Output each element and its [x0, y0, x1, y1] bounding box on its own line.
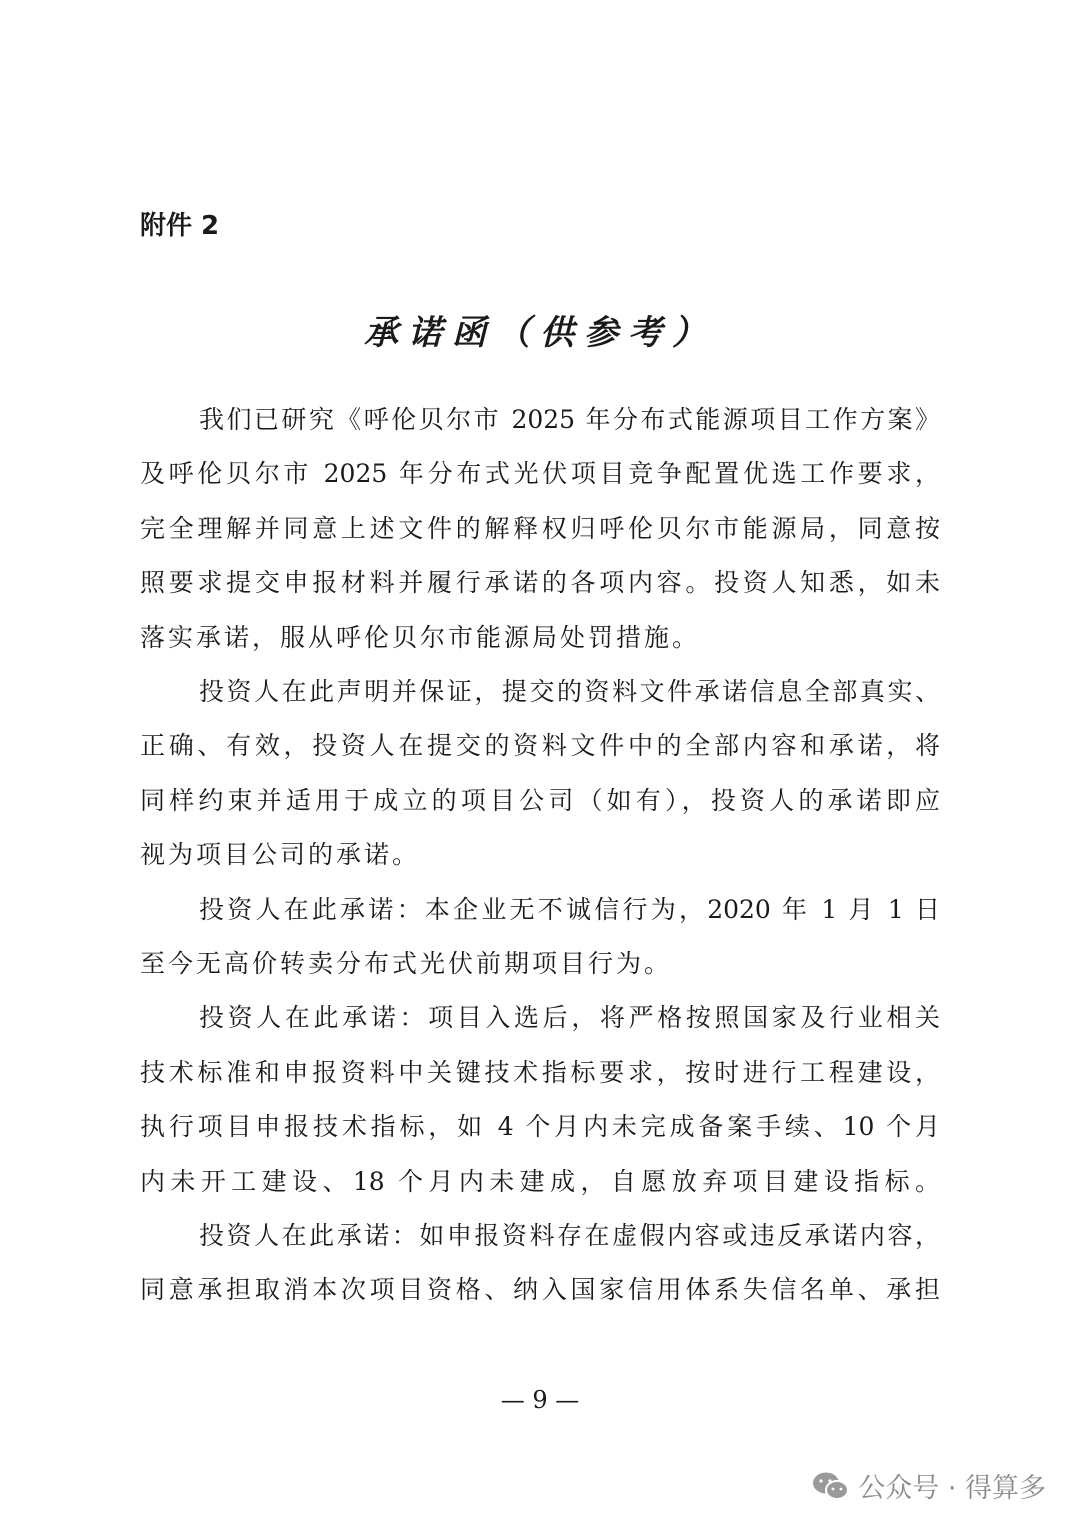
text-line: 正确、有效，投资人在提交的资料文件中的全部内容和承诺，将: [140, 731, 940, 761]
text-line: 内未开工建设、18 个月内未建成，自愿放弃项目建设指标。: [140, 1166, 940, 1196]
page-number: — 9 —: [500, 1386, 580, 1414]
wechat-icon: [812, 1471, 850, 1501]
text-line: 及呼伦贝尔市 2025 年分布式光伏项目竞争配置优选工作要求，: [140, 459, 940, 489]
text-line: 投资人在此承诺：本企业无不诚信行为，2020 年 1 月 1 日: [199, 894, 940, 924]
text-line: 投资人在此声明并保证，提交的资料文件承诺信息全部真实、: [199, 677, 940, 706]
text-line: 完全理解并同意上述文件的解释权归呼伦贝尔市能源局，同意按: [140, 513, 940, 543]
text-line: 同意承担取消本次项目资格、纳入国家信用体系失信名单、承担: [140, 1275, 940, 1305]
watermark: [812, 1466, 1046, 1505]
text-line: 技术标准和申报资料中关键技术指标要求，按时进行工程建设，: [140, 1057, 940, 1087]
text-line: 照要求提交申报材料并履行承诺的各项内容。投资人知悉，如未: [140, 568, 940, 598]
text-line: 落实承诺，服从呼伦贝尔市能源局处罚措施。: [140, 622, 701, 652]
text-line: 执行项目申报技术指标，如 4 个月内未完成备案手续、10 个月: [140, 1112, 940, 1142]
text-line: 至今无高价转卖分布式光伏前期项目行为。: [140, 949, 673, 978]
watermark-text: 公众号 · 得算多: [858, 1473, 1046, 1504]
text-line: 我们已研究《呼伦贝尔市 2025 年分布式能源项目工作方案》: [199, 405, 940, 434]
text-line: 投资人在此承诺：项目入选后，将严格按照国家及行业相关: [199, 1003, 940, 1033]
text-line: 同样约束并适用于成立的项目公司（如有），投资人的承诺即应: [140, 785, 940, 815]
document-title: 承诺函（供参考）: [364, 313, 716, 353]
text-line: 投资人在此承诺：如申报资料存在虚假内容或违反承诺内容，: [199, 1221, 940, 1250]
text-line: 视为项目公司的承诺。: [140, 840, 421, 870]
attachment-label: 附件 2: [140, 211, 220, 241]
